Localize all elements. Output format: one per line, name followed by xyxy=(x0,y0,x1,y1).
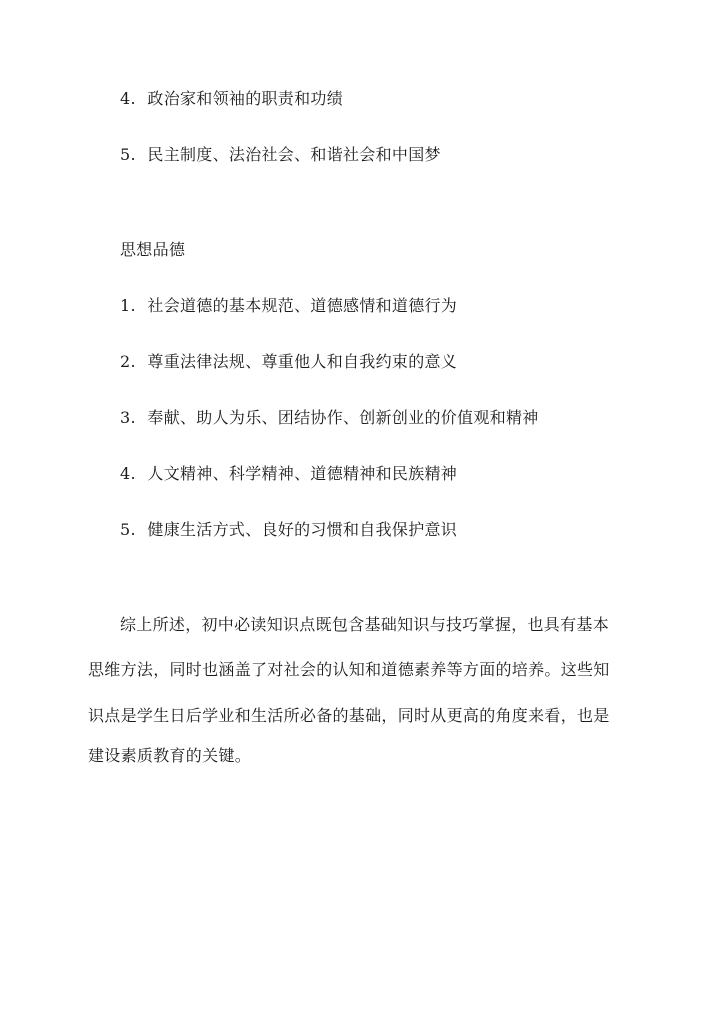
summary-line: 识点是学生日后学业和生活所必备的基础，同时从更高的角度来看，也是 xyxy=(88,706,610,725)
list-item xyxy=(120,89,343,109)
list-text: 政治家和领袖的职责和功绩 xyxy=(147,89,343,108)
list-number: 2. xyxy=(120,352,136,371)
list-item xyxy=(120,296,457,316)
section-heading: 思想品德 xyxy=(120,240,186,259)
list-number: 4. xyxy=(120,464,136,483)
list-text: 奉献、助人为乐、团结协作、创新创业的价值观和精神 xyxy=(147,408,539,427)
list-number: 1. xyxy=(120,296,136,315)
list-number: 3. xyxy=(120,408,136,427)
list-item xyxy=(120,145,441,165)
list-text: 民主制度、法治社会、和谐社会和中国梦 xyxy=(147,145,441,164)
list-text: 人文精神、科学精神、道德精神和民族精神 xyxy=(147,464,458,483)
summary-line: 建设素质教育的关键。 xyxy=(88,746,252,765)
list-text: 健康生活方式、良好的习惯和自我保护意识 xyxy=(147,520,458,539)
list-number: 5. xyxy=(120,520,136,539)
list-number: 5. xyxy=(120,145,136,164)
list-number: 4. xyxy=(120,89,136,108)
summary-line: 思维方法，同时也涵盖了对社会的认知和道德素养等方面的培养。这些知 xyxy=(88,660,610,679)
list-item xyxy=(120,352,457,372)
summary-line: 综上所述，初中必读知识点既包含基础知识与技巧掌握，也具有基本 xyxy=(120,615,610,634)
list-text: 社会道德的基本规范、道德感情和道德行为 xyxy=(147,296,458,315)
list-text: 尊重法律法规、尊重他人和自我约束的意义 xyxy=(147,352,458,371)
list-item xyxy=(120,408,539,428)
list-item xyxy=(120,464,457,484)
list-item xyxy=(120,520,457,540)
